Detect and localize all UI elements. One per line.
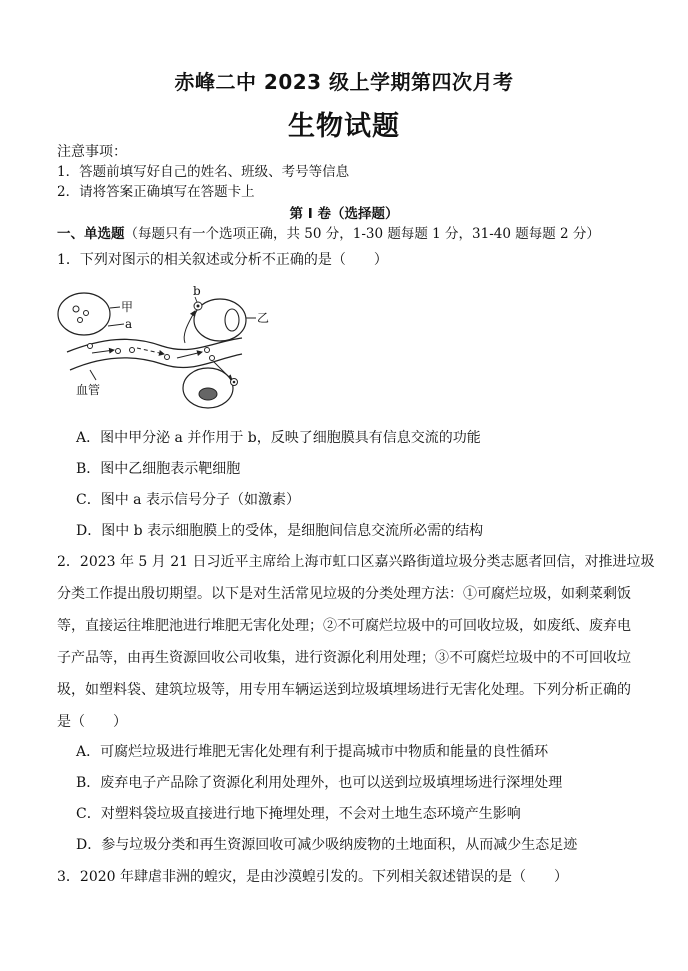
question-2-stem-line: 分类工作提出殷切期望。以下是对生活常见垃圾的分类处理方法：①可腐烂垃圾，如剩菜剩饭 [57, 586, 631, 602]
question-3-stem: 3．2020 年肆虐非洲的蝗灾，是由沙漠蝗引发的。下列相关叙述错误的是（ ） [57, 869, 568, 885]
section-title: 第 I 卷（选择题） [289, 206, 399, 222]
question-2-option-d: D．参与垃圾分类和再生资源回收可减少吸纳废物的土地面积，从而减少生态足迹 [76, 837, 578, 853]
cell-jia [58, 293, 110, 335]
part-heading [57, 225, 600, 243]
question-1-option-c: C．图中 a 表示信号分子（如激素） [76, 492, 300, 508]
question-1-stem: 1．下列对图示的相关叙述或分析不正确的是（ ） [57, 252, 388, 268]
question-2-stem-line: 是（ ） [57, 714, 127, 730]
part-description: （每题只有一个选项正确，共 50 分，1-30 题每题 1 分，31-40 题每题 2 分） [124, 226, 600, 242]
question-2-stem-line: 圾，如塑料袋、建筑垃圾等，用专用车辆运送到垃圾填埋场进行无害化处理。下列分析正确的 [57, 682, 631, 698]
cell-lower [183, 368, 238, 408]
question-2-stem-line: 等，直接运往堆肥池进行堆肥无害化处理；②不可腐烂垃圾中的可回收垃圾，如废纸、废弃电 [57, 618, 631, 634]
part-label: 一、单选题 [57, 226, 125, 242]
question-2-stem-line: 2．2023 年 5 月 21 日习近平主席给上海市虹口区嘉兴路街道垃圾分类志愿者回信，对推进垃圾 [57, 554, 655, 570]
question-1-option-a: A．图中甲分泌 a 并作用于 b，反映了细胞膜具有信息交流的功能 [76, 430, 481, 446]
cell-signaling-figure [52, 280, 282, 410]
label-yi: 乙 [257, 311, 270, 325]
note-item: 2．请将答案正确填写在答题卡上 [57, 184, 255, 200]
label-a: a [125, 317, 133, 331]
question-2-option-b: B．废弃电子产品除了资源化利用处理外，也可以送到垃圾填埋场进行深埋处理 [76, 775, 563, 791]
question-1-option-b: B．图中乙细胞表示靶细胞 [76, 461, 241, 477]
question-1-option-d: D．图中 b 表示细胞膜上的受体，是细胞间信息交流所必需的结构 [76, 523, 484, 539]
exam-title: 赤峰二中 2023 级上学期第四次月考 [174, 70, 514, 94]
cell-yi [194, 299, 246, 341]
note-item: 1．答题前填写好自己的姓名、班级、考号等信息 [57, 164, 350, 180]
label-b: b [193, 284, 201, 298]
question-2-option-c: C．对塑料袋垃圾直接进行地下掩埋处理，不会对土地生态环境产生影响 [76, 806, 521, 822]
notes-heading: 注意事项： [57, 144, 127, 160]
question-2-option-a: A．可腐烂垃圾进行堆肥无害化处理有利于提高城市中物质和能量的良性循环 [76, 744, 549, 760]
question-2-stem-line: 子产品等，由再生资源回收公司收集，进行资源化利用处理；③不可腐烂垃圾中的不可回收垃 [57, 650, 631, 666]
subject-title: 生物试题 [288, 111, 400, 142]
label-jia: 甲 [121, 300, 134, 314]
label-vessel: 血管 [76, 383, 101, 397]
